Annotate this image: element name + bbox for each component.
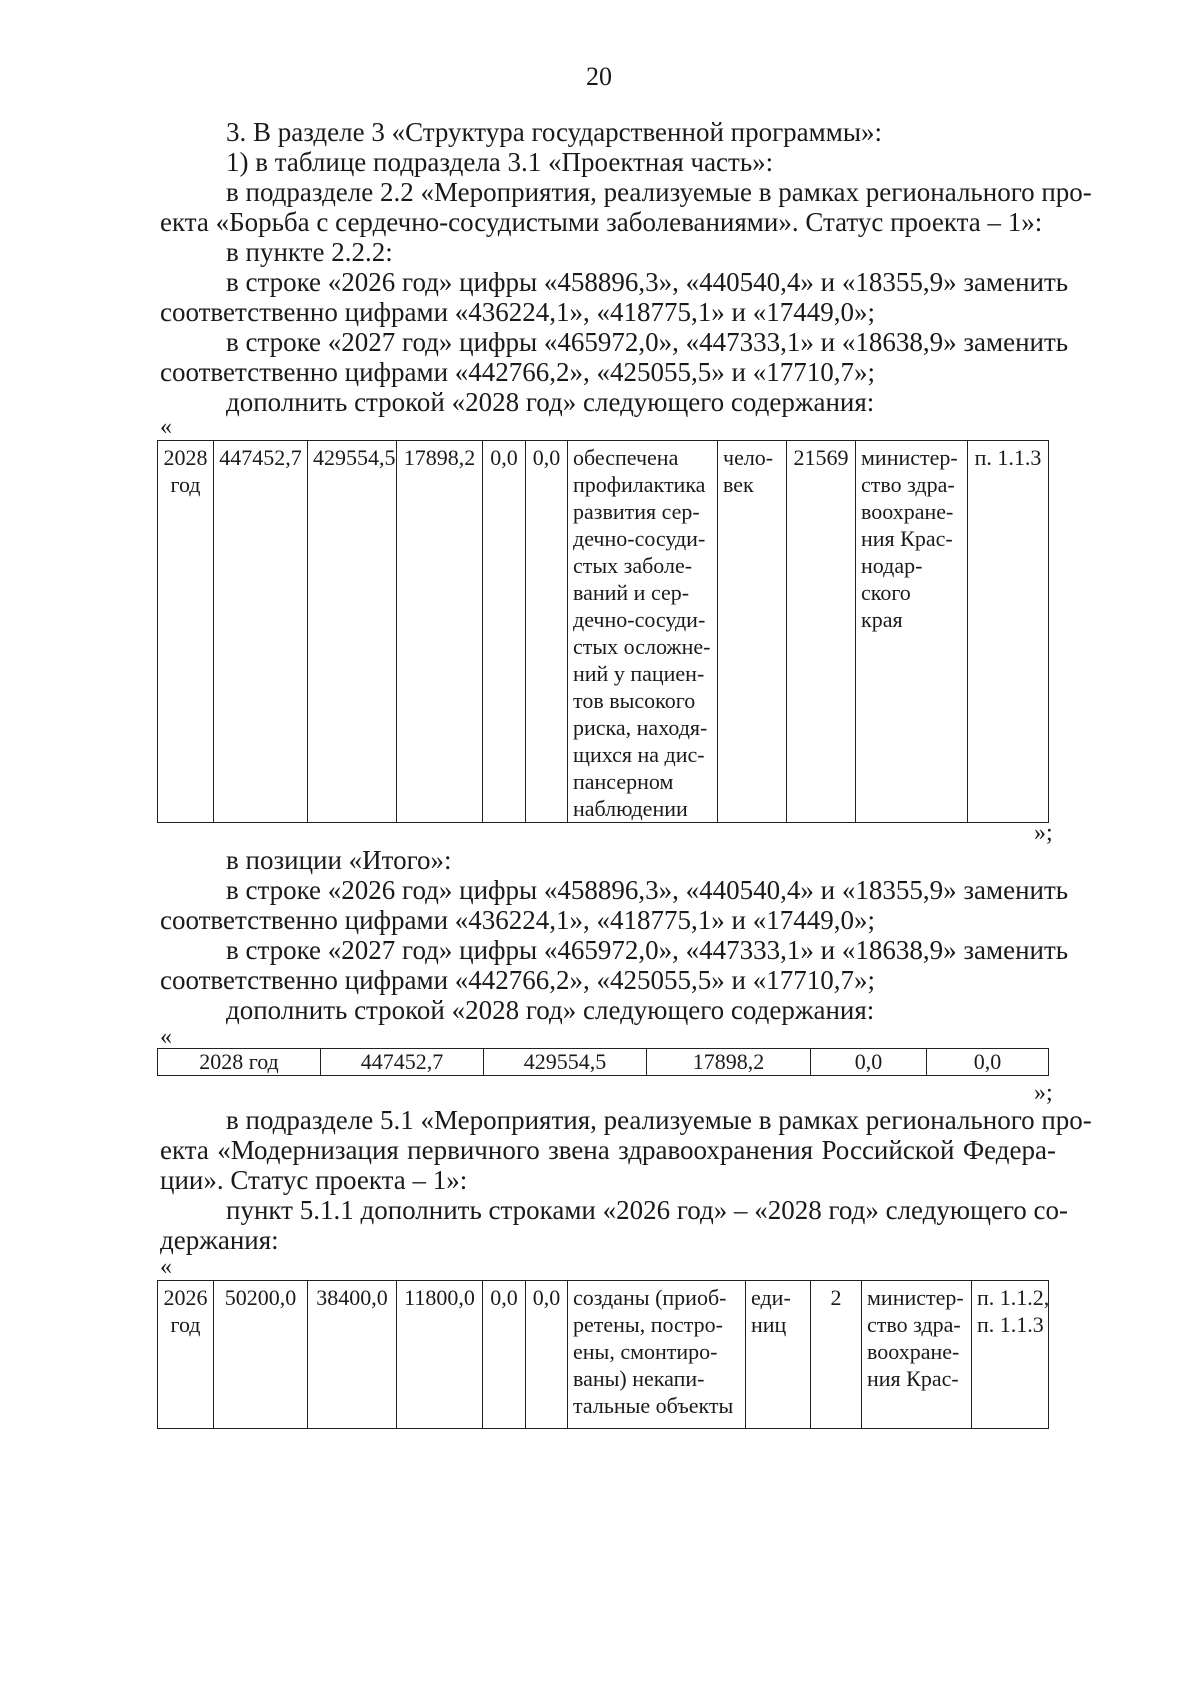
paragraph-line: в строке «2026 год» цифры «458896,3», «440540,4» и «18355,9» заменить <box>226 875 1069 905</box>
regional-cell: 11800,0 <box>397 1281 483 1429</box>
table-row <box>158 1281 1049 1429</box>
paragraph-line: в строке «2026 год» цифры «458896,3», «440540,4» и «18355,9» заменить <box>226 267 1069 297</box>
paragraph-line: екта «Модернизация первичного звена здравоохранения Российской Федера- <box>160 1135 1056 1165</box>
executor-cell: министер- ство здра- воохране- ния Крас- нодар- ского края <box>856 441 968 823</box>
paragraph-line: в подразделе 2.2 «Мероприятия, реализуемые в рамках регионального про- <box>226 177 1092 207</box>
opening-quote: « <box>160 1254 172 1280</box>
table-2028-row <box>157 440 1049 823</box>
paragraph-line: в пункте 2.2.2: <box>226 237 393 267</box>
paragraph-line: дополнить строкой «2028 год» следующего содержания: <box>226 995 875 1025</box>
federal-cell: 429554,5 <box>484 1049 647 1076</box>
paragraph-line: ции». Статус проекта – 1»: <box>160 1165 468 1195</box>
paragraph-line: в строке «2027 год» цифры «465972,0», «447333,1» и «18638,9» заменить <box>226 327 1069 357</box>
result-cell: обеспечена профилактика развития сер- дечно-сосуди- стых заболе- ваний и сер- дечно-сосуди- стых осложне- ний у пациен- тов высокого риска, находя- щихся на дис- пансерном наблюдении <box>568 441 718 823</box>
regional-cell: 17898,2 <box>397 441 483 823</box>
opening-quote: « <box>160 1024 172 1050</box>
other-cell: 0,0 <box>526 1281 568 1429</box>
federal-cell: 429554,5 <box>308 441 397 823</box>
local-cell: 0,0 <box>811 1049 927 1076</box>
reference-cell: п. 1.1.2, п. 1.1.3 <box>972 1281 1049 1429</box>
unit-cell: чело- век <box>718 441 787 823</box>
paragraph-line: соответственно цифрами «436224,1», «418775,1» и «17449,0»; <box>160 905 875 935</box>
total-cell: 50200,0 <box>214 1281 308 1429</box>
year-cell: 2028 год <box>158 1049 321 1076</box>
opening-quote: « <box>160 414 172 440</box>
subsection-line: 1) в таблице подраздела 3.1 «Проектная часть»: <box>226 147 774 177</box>
total-cell: 447452,7 <box>321 1049 484 1076</box>
section-heading: 3. В разделе 3 «Структура государственной программы»: <box>226 117 882 147</box>
other-cell: 0,0 <box>927 1049 1049 1076</box>
paragraph-line: соответственно цифрами «436224,1», «418775,1» и «17449,0»; <box>160 297 875 327</box>
total-cell: 447452,7 <box>214 441 308 823</box>
executor-cell: министер- ство здра- воохране- ния Крас- <box>862 1281 972 1429</box>
paragraph-line: пункт 5.1.1 дополнить строками «2026 год» – «2028 год» следующего со- <box>226 1195 1068 1225</box>
value-cell: 21569 <box>787 441 856 823</box>
local-cell: 0,0 <box>483 1281 526 1429</box>
local-cell: 0,0 <box>483 441 526 823</box>
paragraph-line: в позиции «Итого»: <box>226 845 452 875</box>
paragraph-line: в подразделе 5.1 «Мероприятия, реализуемые в рамках регионального про- <box>226 1105 1092 1135</box>
year-cell: 2026 год <box>158 1281 214 1429</box>
table-row <box>158 441 1049 823</box>
page-number: 20 <box>586 62 612 91</box>
paragraph-line: екта «Борьба с сердечно-сосудистыми заболеваниями». Статус проекта – 1»: <box>160 207 1043 237</box>
table-row <box>158 1049 1049 1076</box>
paragraph-line: держания: <box>160 1225 279 1255</box>
year-cell: 2028 год <box>158 441 214 823</box>
paragraph-line: соответственно цифрами «442766,2», «425055,5» и «17710,7»; <box>160 965 875 995</box>
unit-cell: еди- ниц <box>746 1281 811 1429</box>
reference-cell: п. 1.1.3 <box>968 441 1049 823</box>
result-cell: созданы (приоб- ретены, постро- ены, смонтиро- ваны) некапи- тальные объекты <box>568 1281 746 1429</box>
closing-quote: »; <box>1034 820 1053 846</box>
paragraph-line: в строке «2027 год» цифры «465972,0», «447333,1» и «18638,9» заменить <box>226 935 1069 965</box>
regional-cell: 17898,2 <box>647 1049 811 1076</box>
other-cell: 0,0 <box>526 441 568 823</box>
paragraph-line: дополнить строкой «2028 год» следующего содержания: <box>226 387 875 417</box>
federal-cell: 38400,0 <box>308 1281 397 1429</box>
closing-quote: »; <box>1034 1080 1053 1106</box>
value-cell: 2 <box>811 1281 862 1429</box>
paragraph-line: соответственно цифрами «442766,2», «425055,5» и «17710,7»; <box>160 357 875 387</box>
table-itogo-2028 <box>157 1048 1049 1076</box>
table-2026-row <box>157 1280 1049 1429</box>
